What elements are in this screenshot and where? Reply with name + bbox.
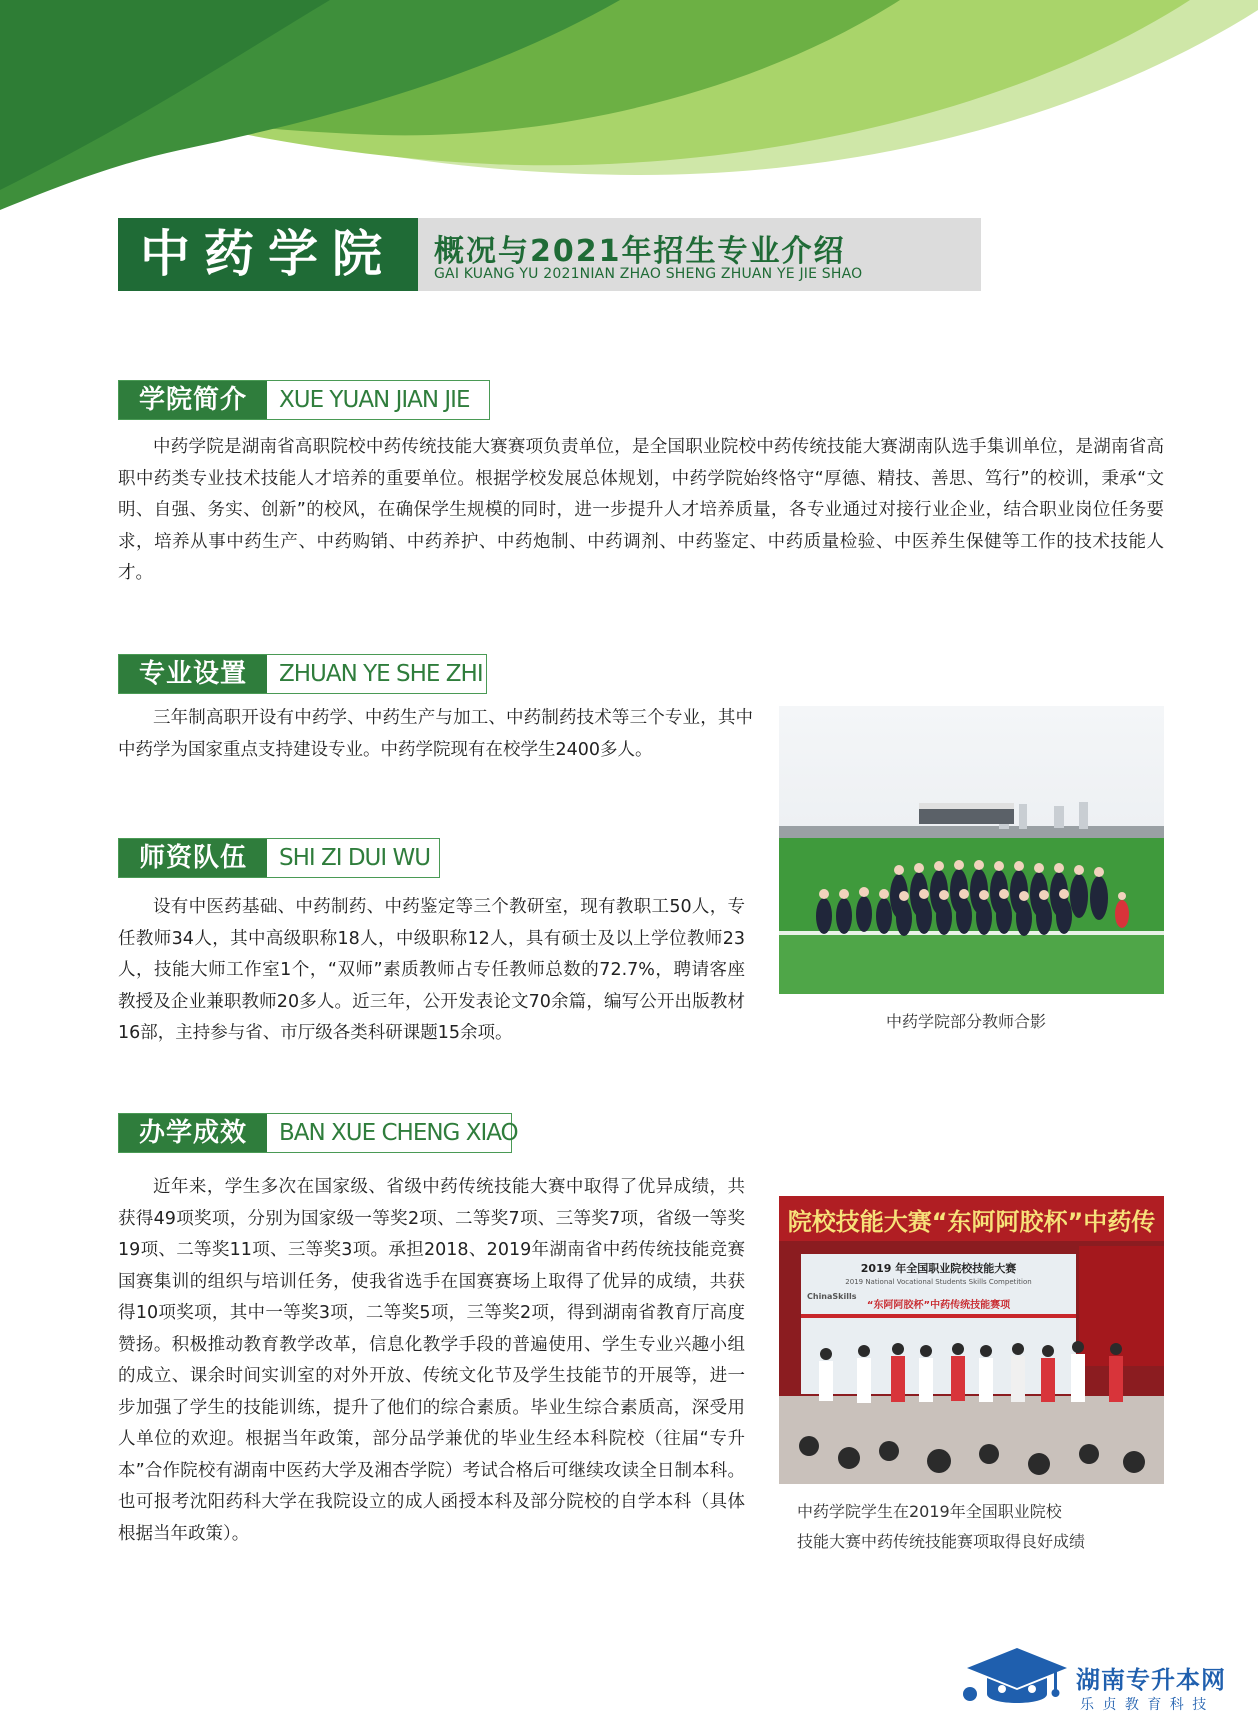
teachers-photo-caption: 中药学院部分教师合影 [886, 1012, 1047, 1031]
page-title-pinyin: GAI KUANG YU 2021NIAN ZHAO SHENG ZHUAN YE JIE SHAO [434, 266, 863, 282]
faculty-paragraph: 设有中医药基础、中药制药、中药鉴定等三个教研室，现有教职工50人，专任教师34人，其中高级职称18人，中级职称12人，具有硕士及以上学位教师23人，技能大师工作室1个，“双师”素质教师占专任教师总数的72.7%，聘请客座教授及企业兼职教师20多人。近三年，公开发表论文70余篇，编写公开出版教材16部，主持参与省、市厅级各类科研课题15余项。 [118, 897, 745, 1043]
page-title: 概况与2021年招生专业介绍 [434, 234, 846, 269]
award-photo-caption-2: 技能大赛中药传统技能赛项取得良好成绩 [797, 1532, 1086, 1551]
header-decoration [0, 0, 1258, 220]
section-heading-cn: 办学成效 [119, 1114, 267, 1152]
section-heading-majors [118, 654, 487, 694]
teachers-group-photo [779, 706, 1164, 994]
board-title: 2019 年全国职业院校技能大赛 [860, 1262, 1017, 1275]
section-heading-cn: 学院简介 [119, 381, 267, 419]
section-heading-intro [118, 380, 490, 420]
intro-paragraph: 中药学院是湖南省高职院校中药传统技能大赛赛项负责单位，是全国职业院校中药传统技能大赛湖南队选手集训单位，是湖南省高职中药类专业技术技能人才培养的重要单位。根据学校发展总体规划，中药学院始终恪守“厚德、精技、善思、笃行”的校训，秉承“文明、自强、务实、创新”的校风，在确保学生规模的同时，进一步提升人才培养质量，各专业通过对接行业企业，结合职业岗位任务要求，培养从事中药生产、中药购销、中药养护、中药炮制、中药调剂、中药鉴定、中药质量检验、中医养生保健等工作的技术技能人才。 [118, 437, 1164, 583]
logo-slogan: 乐 贞 教 育 科 技 [1080, 1697, 1209, 1713]
award-ceremony-photo [779, 1196, 1164, 1484]
section-heading-cn: 专业设置 [119, 655, 267, 693]
section-heading-en: XUE YUAN JIAN JIE [279, 387, 470, 413]
logo-name: 湖南专升本网 [1076, 1666, 1226, 1694]
section-heading-en: ZHUAN YE SHE ZHI [279, 661, 483, 687]
section-heading-results [118, 1113, 518, 1153]
results-paragraph: 近年来，学生多次在国家级、省级中药传统技能大赛中取得了优异成绩，共获得49项奖项，分别为国家级一等奖2项、二等奖7项、三等奖7项，省级一等奖19项、二等奖11项、三等奖3项。承担2018、2019年湖南省中药传统技能竞赛国赛集训的组织与培训任务，使我省选手在国赛赛场上取得了优异的成绩，共获得10项奖项，其中一等奖3项，二等奖5项，三等奖2项，得到湖南省教育厅高度赞扬。积极推动教育教学改革，信息化教学手段的普遍使用、学生专业兴趣小组的成立、课余时间实训室的对外开放、传统文化节及学生技能节的开展等，进一步加强了学生的技能训练，提升了他们的综合素质。毕业生综合素质高，深受用人单位的欢迎。根据当年政策，部分品学兼优的毕业生经本科院校（往届“专升本”合作院校有湖南中医药大学及湘杏学院）考试合格后可继续攻读全日制本科。也可报考沈阳药科大学在我院设立的成人函授本科及部分院校的自学本科（具体根据当年政策）。 [118, 1177, 745, 1544]
majors-paragraph: 三年制高职开设有中药学、中药生产与加工、中药制药技术等三个专业，其中中药学为国家重点支持建设专业。中药学院现有在校学生2400多人。 [118, 708, 753, 760]
banner-text: 院校技能大赛“东阿阿胶杯”中药传 [787, 1208, 1156, 1236]
graduation-cap-logo-icon [962, 1644, 1072, 1714]
section-heading-cn: 师资队伍 [119, 839, 267, 877]
section-heading-en: BAN XUE CHENG XIAO [279, 1120, 518, 1146]
section-heading-faculty [118, 838, 440, 878]
board-subtitle: 2019 National Vocational Students Skills Competition [845, 1278, 1032, 1286]
college-name: 中药学院 [118, 218, 418, 291]
section-heading-en: SHI ZI DUI WU [279, 845, 431, 871]
award-photo-caption-1: 中药学院学生在2019年全国职业院校 [797, 1502, 1062, 1521]
board-brand: ChinaSkills [807, 1292, 857, 1301]
board-red-title: “东阿阿胶杯”中药传统技能赛项 [866, 1300, 1011, 1311]
